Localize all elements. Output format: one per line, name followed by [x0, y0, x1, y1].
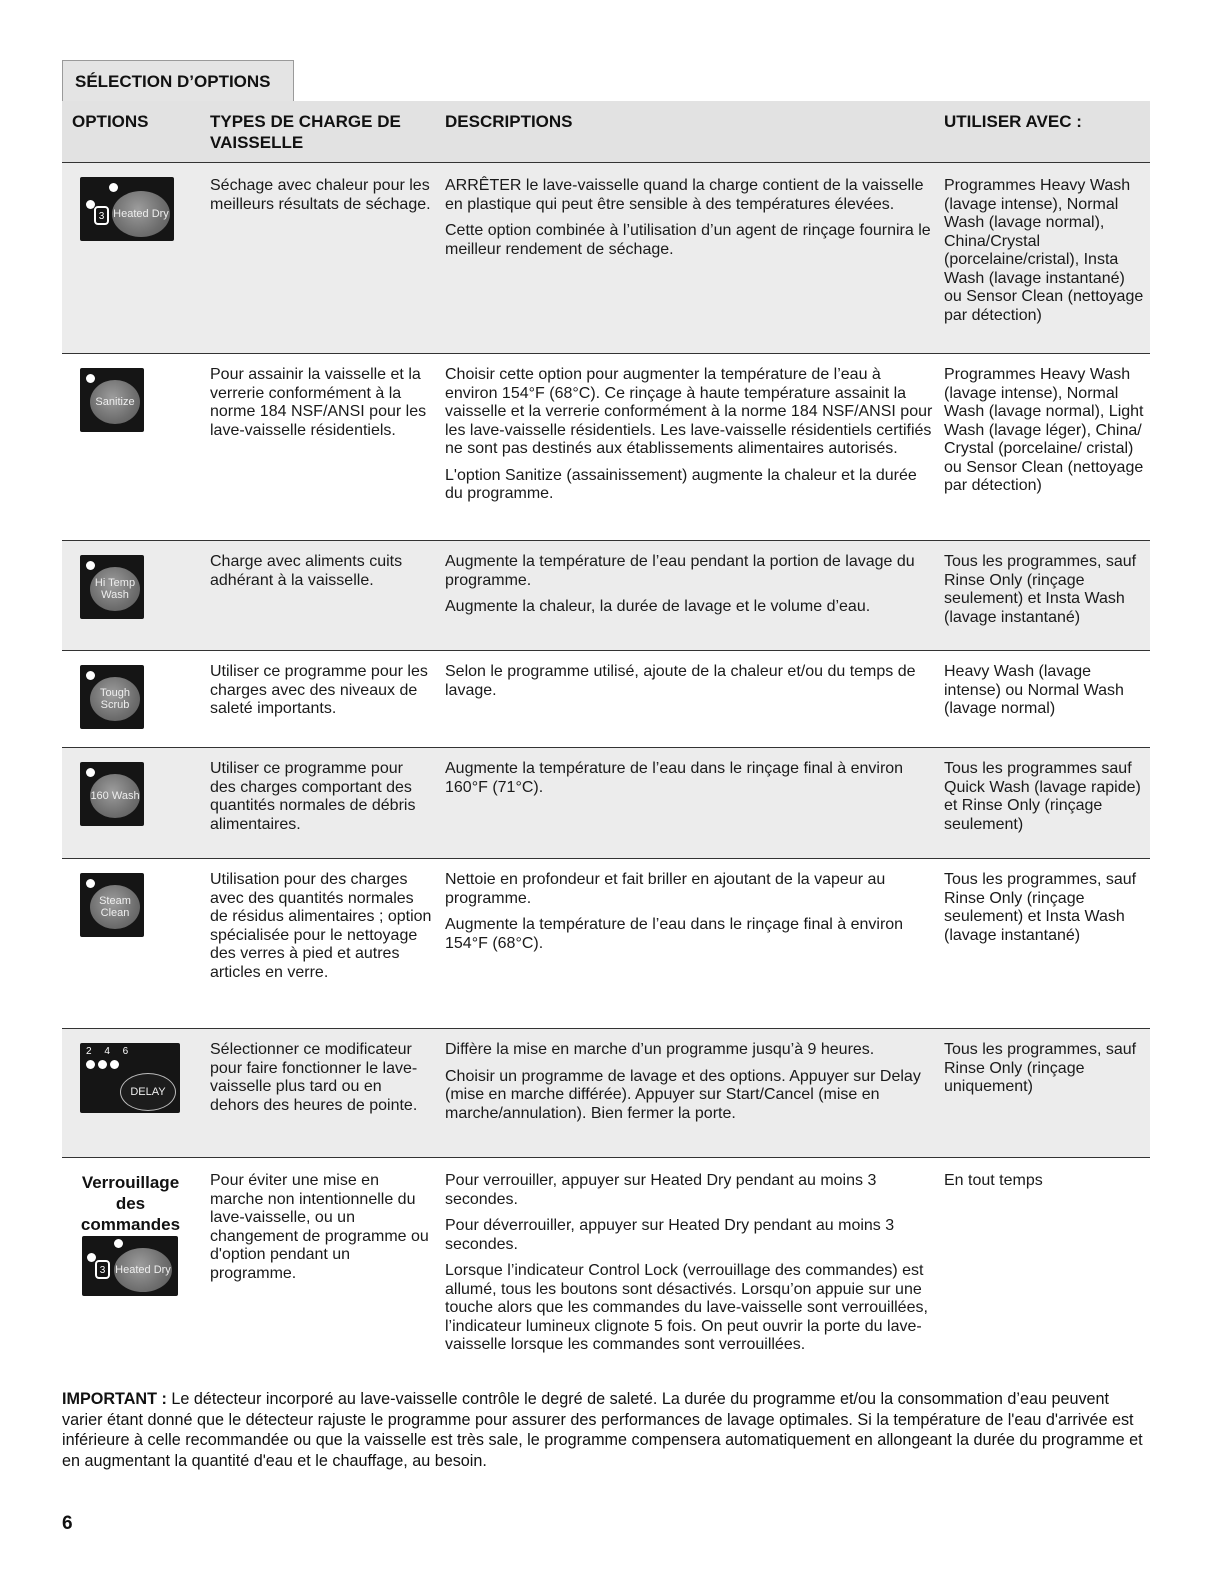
hi-temp-wash-button: Hi Temp Wash — [90, 567, 140, 611]
indicator-light-icon — [86, 768, 95, 777]
description-text: Pour verrouiller, appuyer sur Heated Dry pendant au moins 3 secondes. Pour déverrouiller, appuyer sur Heated Dry pendant au moins 3 secondes. Lorsque l’indicateur Control Lock (verrouillage des commandes) est allumé, tous les boutons sont désactivés. Lorsqu’on appuie sur une touche alors que les commandes du lave-vaisselle sont verrouillées, l’indicateur lumineux clignote 5 fois. On peut ouvrir la porte du lave-vaisselle lorsque les commandes sont verrouillées. — [445, 1172, 928, 1353]
option-row-steam-clean — [62, 858, 1150, 1029]
tough-scrub-button-image — [80, 665, 144, 729]
option-row-delay — [62, 1028, 1150, 1158]
description-text: Choisir cette option pour augmenter la température de l’eau à environ 154°F (68°C). Ce rinçage à haute température assainit la vaisselle et la verrerie conformément à la norme 184 NSF/ANSI pour les lave-vaisselle résidentiels. Les lave-vaisselle résidentiels certifiés ne sont pas destinés aux établissements alimentaires autorisés. L'option Sanitize (assainissement) augmente la chaleur et la durée du programme. — [445, 366, 933, 502]
load-type-text: Pour assainir la vaisselle et la verrerie conformément à la norme 184 NSF/ANSI pour les lave-vaisselle résidentiels. — [210, 366, 427, 439]
use-with-text: Heavy Wash (lavage intense) ou Normal Wash (lavage normal) — [944, 663, 1124, 717]
description-text: Augmente la température de l’eau dans le rinçage final à environ 160°F (71°C). — [445, 760, 904, 796]
indicator-light-icon — [86, 1060, 95, 1069]
option-row-tough-scrub — [62, 650, 1150, 748]
header-use-with: UTILISER AVEC : — [944, 112, 1082, 131]
heated-dry-button-image — [80, 177, 174, 241]
option-row-hi-temp-wash — [62, 540, 1150, 651]
description-text: Diffère la mise en marche d’un programme jusqu’à 9 heures. Choisir un programme de lavage et des options. Appuyer sur Delay (mise en marche différée). Appuyer sur Start/Cancel (mise en marche/annulation). Bien fermer la porte. — [445, 1041, 921, 1122]
160-wash-button-image — [80, 762, 144, 826]
delay-hours-label: 2 4 6 — [86, 1046, 134, 1057]
description-text: Selon le programme utilisé, ajoute de la chaleur et/ou du temps de lavage. — [445, 663, 916, 699]
load-type-text: Pour éviter une mise en marche non intentionnelle du lave-vaisselle, ou un changement de programme ou d'option pendant un programme. — [210, 1172, 429, 1282]
important-text: Le détecteur incorporé au lave-vaisselle contrôle le degré de saleté. La durée du programme et/ou la consommation d’eau peuvent varier étant donné que le détecteur rajuste le programme pour assurer des performances de lavage optimales. Si la température de l'eau d'arrivée est inférieure à celle recommandée ou que la vaisselle est très sale, le programme compensera automatiquement en allongeant la durée du programme et en augmentant la quantité d'eau et le chauffage, au besoin. — [62, 1390, 1143, 1470]
indicator-light-icon — [86, 879, 95, 888]
important-label: IMPORTANT : — [62, 1390, 167, 1408]
use-with-text: Tous les programmes, sauf Rinse Only (rinçage seulement) et Insta Wash (lavage instantané) — [944, 553, 1137, 626]
header-types: TYPES DE CHARGE DE VAISSELLE — [210, 112, 401, 152]
important-note — [62, 1389, 1152, 1471]
sanitize-button-image — [80, 368, 144, 432]
delay-button-image — [80, 1043, 180, 1113]
load-type-text: Utiliser ce programme pour des charges comportant des quantités normales de débris alimentaires. — [210, 760, 416, 833]
option-row-sanitize — [62, 353, 1150, 541]
page-number: 6 — [62, 1513, 73, 1534]
option-row-160-wash — [62, 747, 1150, 859]
section-tab: SÉLECTION D’OPTIONS — [62, 60, 294, 102]
heated-dry-button: Heated Dry — [114, 1248, 172, 1292]
header-descriptions: DESCRIPTIONS — [445, 112, 573, 131]
option-name: Verrouillage des commandes — [80, 1173, 181, 1234]
load-type-text: Séchage avec chaleur pour les meilleurs résultats de séchage. — [210, 177, 431, 213]
lock-icon: 3 — [95, 1260, 110, 1279]
indicator-light-icon — [98, 1060, 107, 1069]
160-wash-button: 160 Wash — [90, 774, 140, 818]
option-row-control-lock — [62, 1157, 1150, 1389]
indicator-light-icon — [87, 1253, 96, 1262]
load-type-text: Utiliser ce programme pour les charges avec des niveaux de saleté importants. — [210, 663, 428, 717]
option-row-heated-dry — [62, 162, 1150, 354]
steam-clean-button: Steam Clean — [90, 885, 140, 929]
indicator-light-icon — [86, 374, 95, 383]
steam-clean-button-image — [80, 873, 144, 937]
delay-button: DELAY — [120, 1073, 176, 1111]
load-type-text: Utilisation pour des charges avec des quantités normales de résidus alimentaires ; option spécialisée pour le nettoyage des verres à pied et autres articles en verre. — [210, 871, 432, 981]
use-with-text: En tout temps — [944, 1172, 1043, 1189]
indicator-light-icon — [109, 183, 118, 192]
use-with-text: Tous les programmes sauf Quick Wash (lavage rapide) et Rinse Only (rinçage seulement) — [944, 760, 1141, 833]
table-header — [62, 101, 1150, 162]
heated-dry-button: Heated Dry — [112, 191, 170, 237]
hi-temp-wash-button-image — [80, 555, 144, 619]
indicator-light-icon — [86, 671, 95, 680]
load-type-text: Sélectionner ce modificateur pour faire fonctionner le lave-vaisselle plus tard ou en dehors des heures de pointe. — [210, 1041, 418, 1114]
lock-icon: 3 — [94, 206, 109, 225]
load-type-text: Charge avec aliments cuits adhérant à la vaisselle. — [210, 553, 403, 589]
description-text: Augmente la température de l’eau pendant la portion de lavage du programme. Augmente la chaleur, la durée de lavage et le volume d’eau. — [445, 553, 915, 615]
tough-scrub-button: Tough Scrub — [90, 677, 140, 721]
use-with-text: Tous les programmes, sauf Rinse Only (rinçage seulement) et Insta Wash (lavage instantané) — [944, 871, 1137, 944]
indicator-light-icon — [114, 1239, 123, 1248]
sanitize-button: Sanitize — [90, 380, 140, 424]
use-with-text: Tous les programmes, sauf Rinse Only (rinçage uniquement) — [944, 1041, 1137, 1095]
use-with-text: Programmes Heavy Wash (lavage intense), Normal Wash (lavage normal), China/Crystal (porcelaine/cristal), Insta Wash (lavage instantané) ou Sensor Clean (nettoyage par détection) — [944, 177, 1144, 324]
indicator-light-icon — [110, 1060, 119, 1069]
control-lock-button-image — [82, 1236, 178, 1296]
use-with-text: Programmes Heavy Wash (lavage intense), Normal Wash (lavage normal), Light Wash (lavage léger), China/ Crystal (porcelaine/ cristal) ou Sensor Clean (nettoyage par détection) — [944, 366, 1144, 494]
description-text: Nettoie en profondeur et fait briller en ajoutant de la vapeur au programme. Augmente la température de l’eau dans le rinçage final à environ 154°F (68°C). — [445, 871, 904, 952]
indicator-light-icon — [86, 561, 95, 570]
description-text: ARRÊTER le lave-vaisselle quand la charge contient de la vaisselle en plastique qui peut être sensible à des températures élevées. Cette option combinée à l’utilisation d’un agent de rinçage fournira le meilleur rendement de séchage. — [445, 177, 931, 258]
header-options: OPTIONS — [72, 112, 149, 131]
